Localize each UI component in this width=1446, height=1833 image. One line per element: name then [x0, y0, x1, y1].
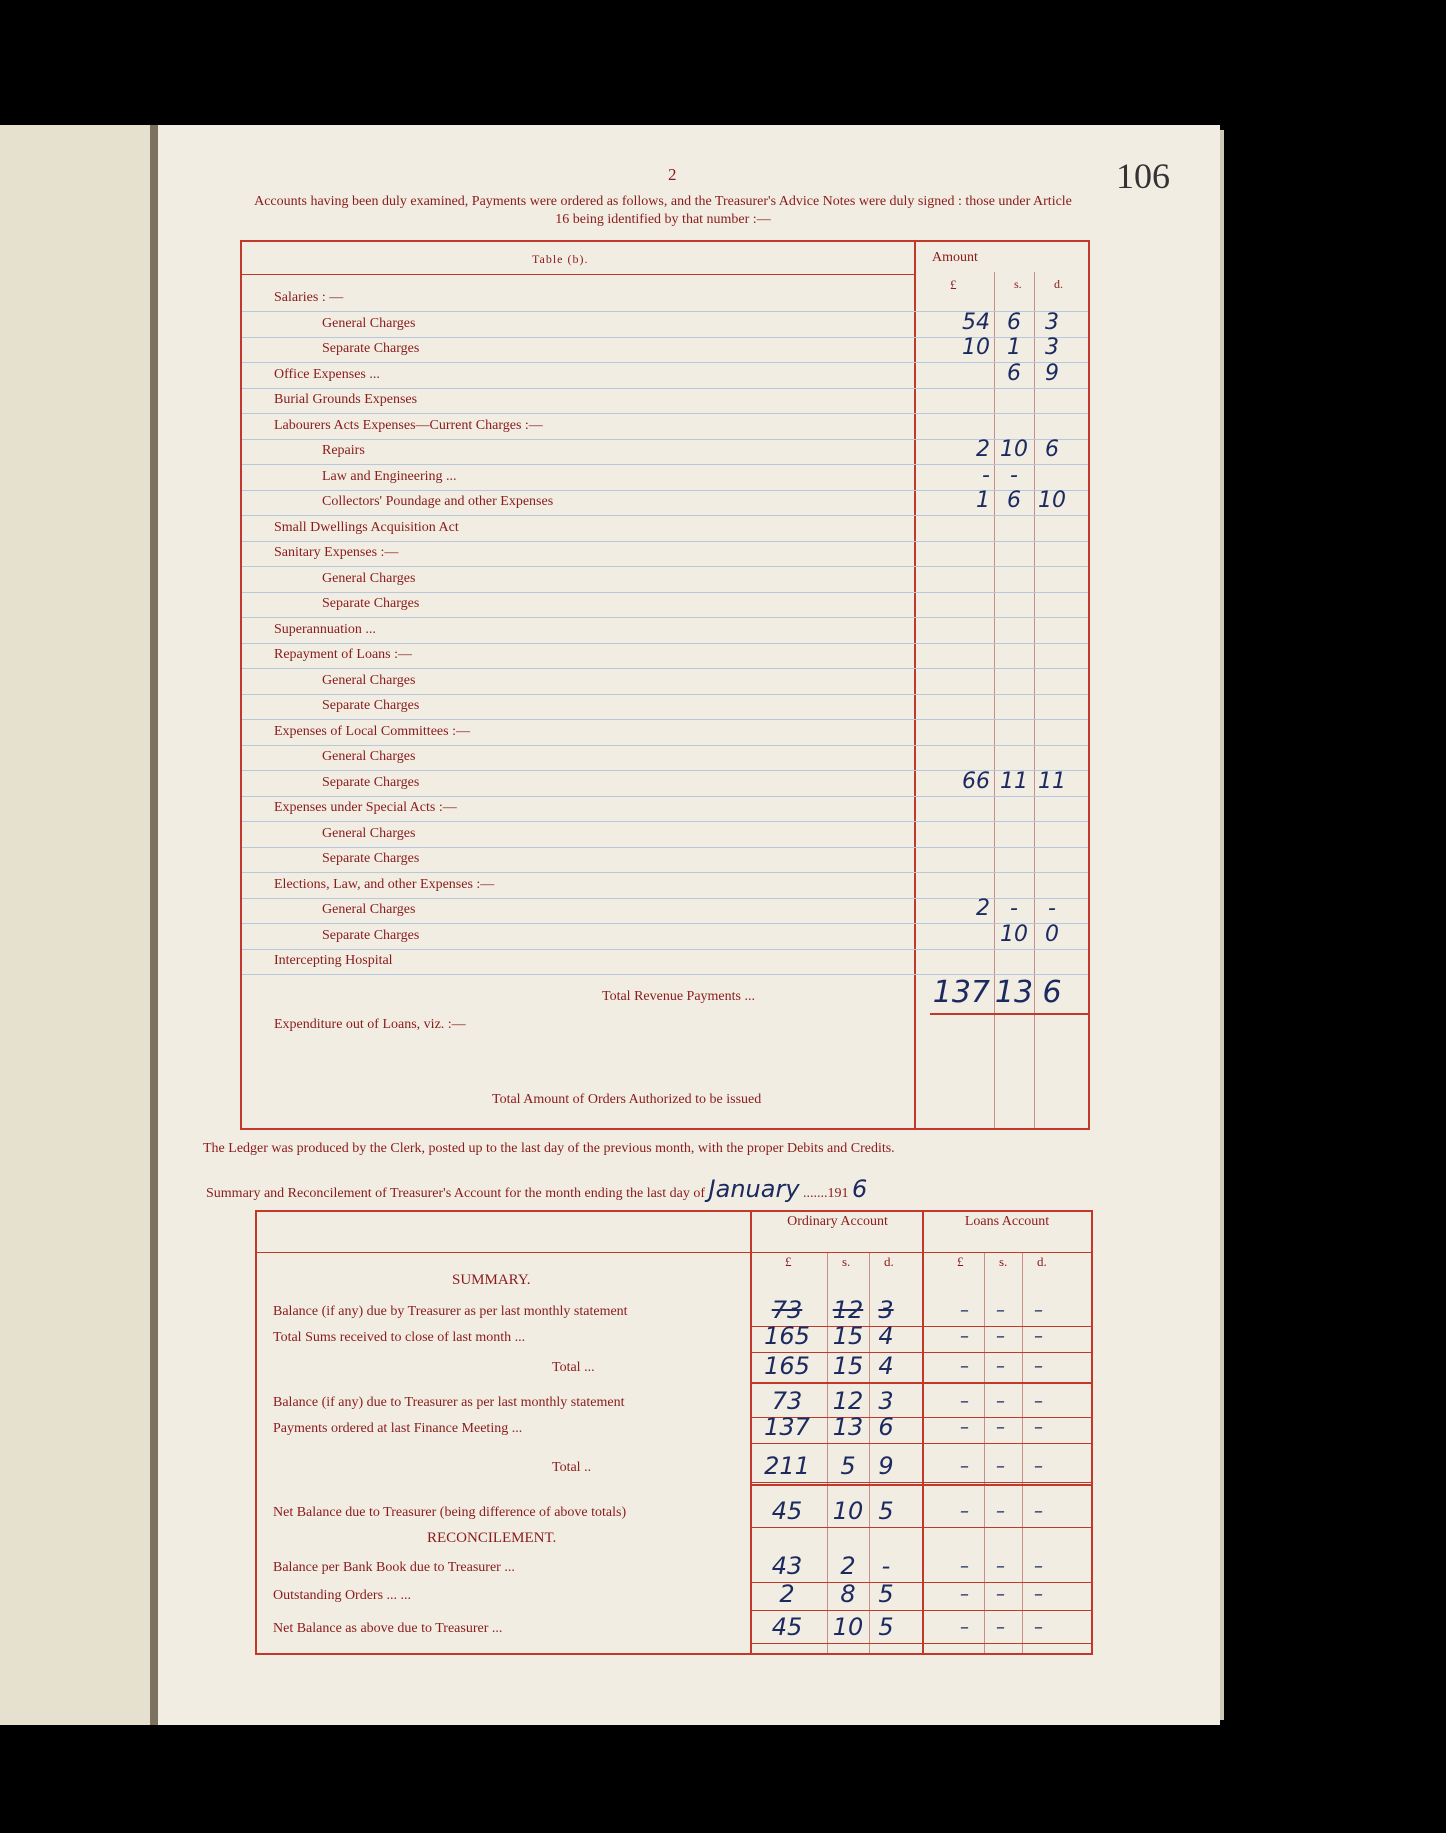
ordinary-s: 15	[832, 1322, 864, 1350]
ordinary-s: 13	[832, 1413, 864, 1441]
header-rule	[242, 274, 914, 275]
header-rule	[257, 1252, 1091, 1253]
table-b-title: Table (b).	[532, 252, 589, 266]
row-label: Intercepting Hospital	[274, 953, 393, 968]
loans-dash: –	[1034, 1417, 1043, 1438]
summary-row-label: Balance (if any) due to Treasurer as per last monthly statement	[273, 1395, 625, 1410]
summary-heading-line	[206, 1175, 867, 1203]
row-label: Labourers Acts Expenses—Current Charges :—	[274, 417, 543, 433]
summary-line-prefix: Summary and Reconcilement of Treasurer's Account for the month ending the last day of	[206, 1186, 706, 1201]
currency-header: £	[957, 1254, 964, 1269]
ruled-line	[242, 949, 1088, 950]
ordinary-l: 45	[771, 1497, 803, 1525]
amount-s: 10	[1000, 437, 1028, 462]
amount-l: 54	[962, 309, 990, 335]
row-label: General Charges	[322, 749, 416, 764]
summary-row-rule	[750, 1443, 1091, 1444]
total-rule	[750, 1484, 1091, 1486]
loans-dash: –	[996, 1300, 1005, 1321]
total-revenue-s: 13	[994, 974, 1034, 1010]
summary-row-label: Total Sums received to close of last month ...	[273, 1330, 526, 1345]
summary-row-label: Total ...	[552, 1360, 595, 1375]
amount-s: 10	[1000, 921, 1028, 947]
loans-dash: –	[996, 1584, 1005, 1605]
expenditure-row	[242, 1017, 1092, 1041]
ruled-line	[242, 872, 1088, 873]
loans-dash: –	[1034, 1391, 1043, 1412]
ordinary-d: 5	[878, 1613, 894, 1641]
ruled-line	[242, 515, 1088, 516]
summary-row	[257, 1322, 1095, 1352]
currency-header: d.	[1037, 1254, 1047, 1269]
ruled-line	[242, 923, 1088, 924]
amount-l: 10	[962, 335, 990, 360]
summary-row	[257, 1387, 1095, 1417]
table-b	[240, 240, 1090, 1130]
loans-dash: –	[1034, 1456, 1043, 1477]
amount-d: 11	[1038, 768, 1066, 794]
row-label: Repairs	[322, 443, 365, 458]
ruled-line	[242, 413, 1088, 414]
amount-d: 10	[1038, 488, 1066, 513]
loans-header: Loans Account	[964, 1214, 1050, 1229]
ordinary-d: 5	[878, 1497, 894, 1525]
row-label: General Charges	[322, 825, 416, 841]
ordinary-d: 5	[878, 1580, 894, 1608]
amount-s: 6	[1007, 309, 1021, 335]
summary-row	[257, 1552, 1095, 1582]
row-label: General Charges	[322, 902, 416, 917]
amount-s: 6	[1007, 488, 1021, 513]
amount-d: 9	[1045, 360, 1059, 386]
ruled-line	[242, 847, 1088, 848]
ordinary-s: 8	[840, 1580, 856, 1608]
ruled-line	[242, 592, 1088, 593]
summary-year-digit: 6	[852, 1175, 868, 1203]
amount-s: 11	[1000, 768, 1028, 794]
amount-d: 0	[1045, 921, 1059, 947]
ordinary-header: Ordinary Account	[787, 1214, 888, 1229]
loans-dash: –	[960, 1456, 969, 1477]
loans-dash: –	[1034, 1300, 1043, 1321]
summary-row-label: Payments ordered at last Finance Meeting ...	[273, 1421, 523, 1436]
loans-dash: –	[1034, 1326, 1043, 1347]
ordinary-l: 45	[771, 1613, 803, 1641]
expenditure-label: Expenditure out of Loans, viz. :—	[274, 1016, 466, 1032]
ordinary-d: 6	[878, 1413, 894, 1441]
summary-row-rule	[750, 1610, 1091, 1611]
ordinary-d: 3	[878, 1296, 894, 1324]
row-label: Collectors' Poundage and other Expenses	[322, 494, 554, 509]
row-label: Separate Charges	[322, 596, 420, 611]
summary-row-label: Outstanding Orders ... ...	[273, 1588, 412, 1603]
currency-header: s.	[999, 1254, 1008, 1269]
row-label: Repayment of Loans :—	[274, 647, 413, 662]
ruled-line	[242, 694, 1088, 695]
row-label: Salaries : —	[274, 290, 344, 305]
summary-row	[257, 1413, 1095, 1443]
loans-dash: –	[996, 1356, 1005, 1377]
summary-row	[257, 1352, 1095, 1382]
ordinary-l: 165	[764, 1322, 810, 1350]
ruled-line	[242, 541, 1088, 542]
ordinary-s: 12	[832, 1387, 864, 1415]
currency-header: s.	[842, 1254, 851, 1269]
summary-row-label: Total ..	[552, 1460, 592, 1475]
ruled-line	[242, 719, 1088, 720]
amount-s: 6	[1007, 360, 1021, 386]
loans-dash: –	[996, 1617, 1005, 1638]
row-label: General Charges	[322, 315, 416, 331]
ordinary-s: 15	[832, 1352, 864, 1380]
total-orders-row	[242, 1092, 1092, 1116]
summary-year-prefix: .......191	[803, 1186, 849, 1201]
loans-dash: –	[960, 1501, 969, 1522]
row-label: Elections, Law, and other Expenses :—	[274, 876, 495, 892]
ordinary-l: 73	[771, 1387, 803, 1415]
total-revenue-d: 6	[1042, 974, 1062, 1010]
row-label: Sanitary Expenses :—	[274, 545, 399, 560]
row-label: Expenses of Local Committees :—	[274, 723, 470, 739]
book-gutter	[150, 125, 158, 1725]
total-revenue-label: Total Revenue Payments ...	[602, 988, 755, 1004]
loans-dash: –	[960, 1356, 969, 1377]
loans-dash: –	[996, 1501, 1005, 1522]
ruled-line	[242, 643, 1088, 644]
summary-month: January	[708, 1175, 800, 1203]
loans-dash: –	[1034, 1556, 1043, 1577]
ruled-line	[242, 388, 1088, 389]
row-label: Separate Charges	[322, 851, 420, 866]
ordinary-d: -	[881, 1552, 891, 1580]
amount-d: 6	[1045, 437, 1059, 462]
summary-row-label: Net Balance due to Treasurer (being difference of above totals)	[273, 1505, 627, 1520]
ledger-page	[158, 125, 1220, 1725]
loans-dash: –	[960, 1326, 969, 1347]
ruled-line	[242, 362, 1088, 363]
amount-l: 2	[976, 896, 990, 921]
loans-dash: –	[960, 1617, 969, 1638]
total-underline	[930, 1013, 1088, 1015]
total-revenue-l: 137	[932, 974, 990, 1010]
ordinary-l: 43	[771, 1552, 803, 1580]
row-label: Small Dwellings Acquisition Act	[274, 519, 459, 535]
amount-d: 3	[1045, 309, 1059, 335]
row-label: Separate Charges	[322, 927, 420, 943]
summary-row-rule	[750, 1643, 1091, 1644]
summary-row	[257, 1613, 1095, 1643]
row-label: Separate Charges	[322, 698, 420, 713]
summary-table	[255, 1210, 1093, 1655]
summary-row	[257, 1497, 1095, 1527]
row-label: Superannuation ...	[274, 621, 376, 637]
amount-d: -	[1048, 896, 1056, 921]
row-label: Burial Grounds Expenses	[274, 392, 418, 407]
ordinary-l: 73	[771, 1296, 803, 1324]
summary-row-label: Balance (if any) due by Treasurer as per last monthly statement	[273, 1304, 628, 1319]
pounds-header: £	[950, 277, 957, 292]
amount-s: -	[1010, 462, 1018, 488]
ordinary-s: 2	[840, 1552, 856, 1580]
ordinary-s: 10	[832, 1613, 864, 1641]
amount-s: -	[1010, 896, 1018, 921]
row-label: General Charges	[322, 672, 416, 688]
intro-text: Accounts having been duly examined, Payments were ordered as follows, and the Treasurer's Advice Notes were duly signed : those under Article 16 being identified by that number :—	[254, 194, 1072, 227]
amount-l: 2	[976, 437, 990, 462]
row-label: Office Expenses ...	[274, 366, 380, 382]
row-label: Separate Charges	[322, 774, 420, 790]
summary-row	[257, 1452, 1095, 1482]
loans-dash: –	[1034, 1584, 1043, 1605]
loans-dash: –	[1034, 1617, 1043, 1638]
amount-header: Amount	[932, 250, 978, 265]
ordinary-l: 137	[764, 1413, 810, 1441]
ordinary-s: 5	[840, 1452, 856, 1480]
total-rule	[750, 1382, 1091, 1384]
page-edge	[1220, 130, 1224, 1720]
amount-s: 1	[1007, 335, 1021, 360]
summary-row-label: Balance per Bank Book due to Treasurer ...	[273, 1560, 515, 1575]
ruled-line	[242, 668, 1088, 669]
loans-dash: –	[1034, 1356, 1043, 1377]
ruled-line	[242, 617, 1088, 618]
row-label: Law and Engineering ...	[322, 468, 457, 484]
total-orders-label: Total Amount of Orders Authorized to be issued	[492, 1092, 762, 1107]
page-number: 2	[668, 165, 677, 184]
loans-dash: –	[996, 1456, 1005, 1477]
pence-header: d.	[1054, 277, 1063, 291]
reconcilement-heading: RECONCILEMENT.	[427, 1530, 557, 1546]
left-page	[0, 125, 150, 1725]
summary-row-rule	[750, 1482, 1091, 1483]
summary-row	[257, 1580, 1095, 1610]
loans-dash: –	[960, 1391, 969, 1412]
loans-dash: –	[996, 1326, 1005, 1347]
ordinary-s: 12	[832, 1296, 864, 1324]
summary-row-label: Net Balance as above due to Treasurer ...	[273, 1621, 503, 1636]
ordinary-l: 2	[779, 1580, 795, 1608]
ledger-text: The Ledger was produced by the Clerk, posted up to the last day of the previous month, with the proper Debits and Credits.	[203, 1141, 895, 1156]
ordinary-l: 211	[764, 1452, 810, 1480]
summary-row-rule	[750, 1527, 1091, 1528]
currency-header: £	[785, 1254, 792, 1269]
folio-number: 106	[1116, 156, 1170, 196]
currency-header: d.	[884, 1254, 894, 1269]
amount-l: 66	[962, 768, 990, 794]
loans-dash: –	[960, 1300, 969, 1321]
ordinary-l: 165	[764, 1352, 810, 1380]
amount-d: 3	[1045, 335, 1059, 360]
loans-dash: –	[960, 1417, 969, 1438]
ordinary-s: 10	[832, 1497, 864, 1525]
loans-dash: –	[996, 1417, 1005, 1438]
ruled-line	[242, 796, 1088, 797]
loans-dash: –	[960, 1556, 969, 1577]
summary-heading: SUMMARY.	[452, 1272, 531, 1288]
amount-l: 1	[976, 488, 990, 513]
shillings-header: s.	[1014, 277, 1022, 291]
loans-dash: –	[996, 1556, 1005, 1577]
ordinary-d: 9	[878, 1452, 894, 1480]
ordinary-d: 4	[878, 1352, 894, 1380]
ruled-line	[242, 566, 1088, 567]
loans-dash: –	[996, 1391, 1005, 1412]
row-label: General Charges	[322, 570, 416, 586]
ordinary-d: 3	[878, 1387, 894, 1415]
ordinary-d: 4	[878, 1322, 894, 1350]
loans-dash: –	[1034, 1501, 1043, 1522]
total-revenue-row	[242, 974, 1092, 1013]
summary-row	[257, 1296, 1095, 1326]
amount-l: -	[982, 462, 990, 488]
row-label: Expenses under Special Acts :—	[274, 800, 457, 815]
row-label: Separate Charges	[322, 341, 420, 356]
ruled-line	[242, 745, 1088, 746]
loans-dash: –	[960, 1584, 969, 1605]
ruled-line	[242, 821, 1088, 822]
